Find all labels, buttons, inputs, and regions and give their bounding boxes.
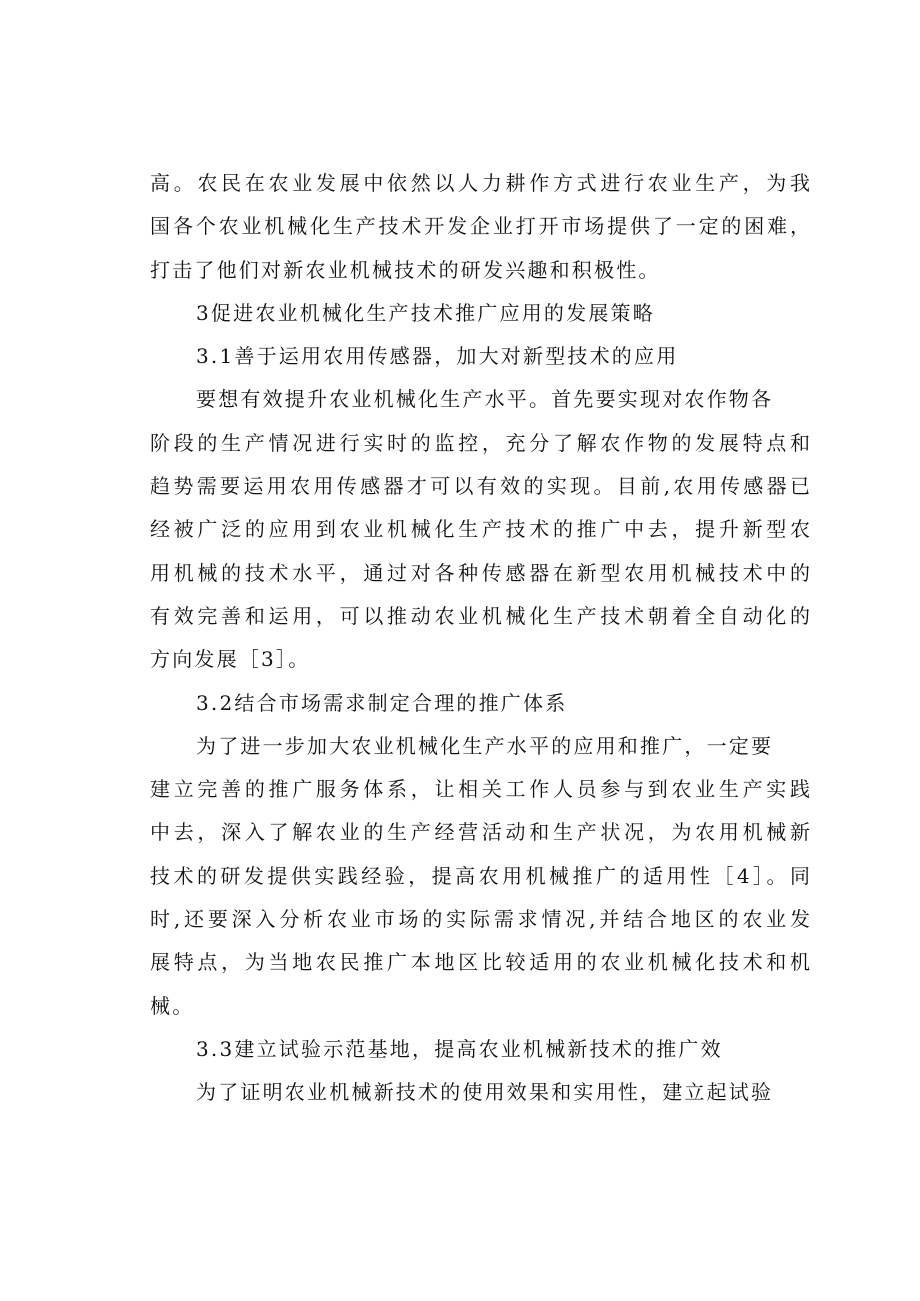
paragraph-line: 阶段的生产情况进行实时的监控，充分了解农作物的发展特点和 [150, 430, 810, 455]
paragraph-line: 有效完善和运用，可以推动农业机械化生产技术朝着全自动化的 [150, 603, 810, 628]
body-text [150, 162, 810, 1115]
subsection-heading: 3.1善于运用农用传感器，加大对新型技术的应用 [196, 344, 679, 369]
paragraph-line: 中去，深入了解农业的生产经营活动和生产状况，为农用机械新 [150, 820, 810, 845]
paragraph-line: 为了进一步加大农业机械化生产水平的应用和推广，一定要 [196, 733, 774, 758]
paragraph-line: 方向发展［3］。 [150, 647, 311, 672]
subsection-heading: 3.3建立试验示范基地，提高农业机械新技术的推广效 [196, 1036, 723, 1061]
subsection-heading: 3.2结合市场需求制定合理的推广体系 [196, 690, 568, 715]
paragraph-line: 国各个农业机械化生产技术开发企业打开市场提供了一定的困难， [150, 214, 810, 239]
paragraph-line: 为了证明农业机械新技术的使用效果和实用性，建立起试验 [196, 1080, 774, 1105]
paragraph-line: 经被广泛的应用到农业机械化生产技术的推广中去，提升新型农 [150, 517, 810, 542]
paragraph-line: 用机械的技术水平，通过对各种传感器在新型农用机械技术中的 [150, 560, 810, 585]
paragraph-line: 打击了他们对新农业机械技术的研发兴趣和积极性。 [150, 257, 661, 282]
paragraph-line: 展特点，为当地农民推广本地区比较适用的农业机械化技术和机 [150, 950, 810, 975]
paragraph-line: 高。农民在农业发展中依然以人力耕作方式进行农业生产，为我 [150, 171, 810, 195]
paragraph-line: 械。 [150, 993, 195, 1018]
section-heading: 3促进农业机械化生产技术推广应用的发展策略 [196, 300, 655, 325]
paragraph-line: 建立完善的推广服务体系，让相关工作人员参与到农业生产实践 [150, 777, 810, 802]
paragraph-line: 时,还要深入分析农业市场的实际需求情况,并结合地区的农业发 [150, 907, 810, 932]
paragraph-line: 要想有效提升农业机械化生产水平。首先要实现对农作物各 [196, 387, 774, 412]
paragraph-line: 趋势需要运用农用传感器才可以有效的实现。目前,农用传感器已 [150, 474, 810, 499]
paragraph-line: 技术的研发提供实践经验，提高农用机械推广的适用性［4］。同 [150, 863, 810, 888]
